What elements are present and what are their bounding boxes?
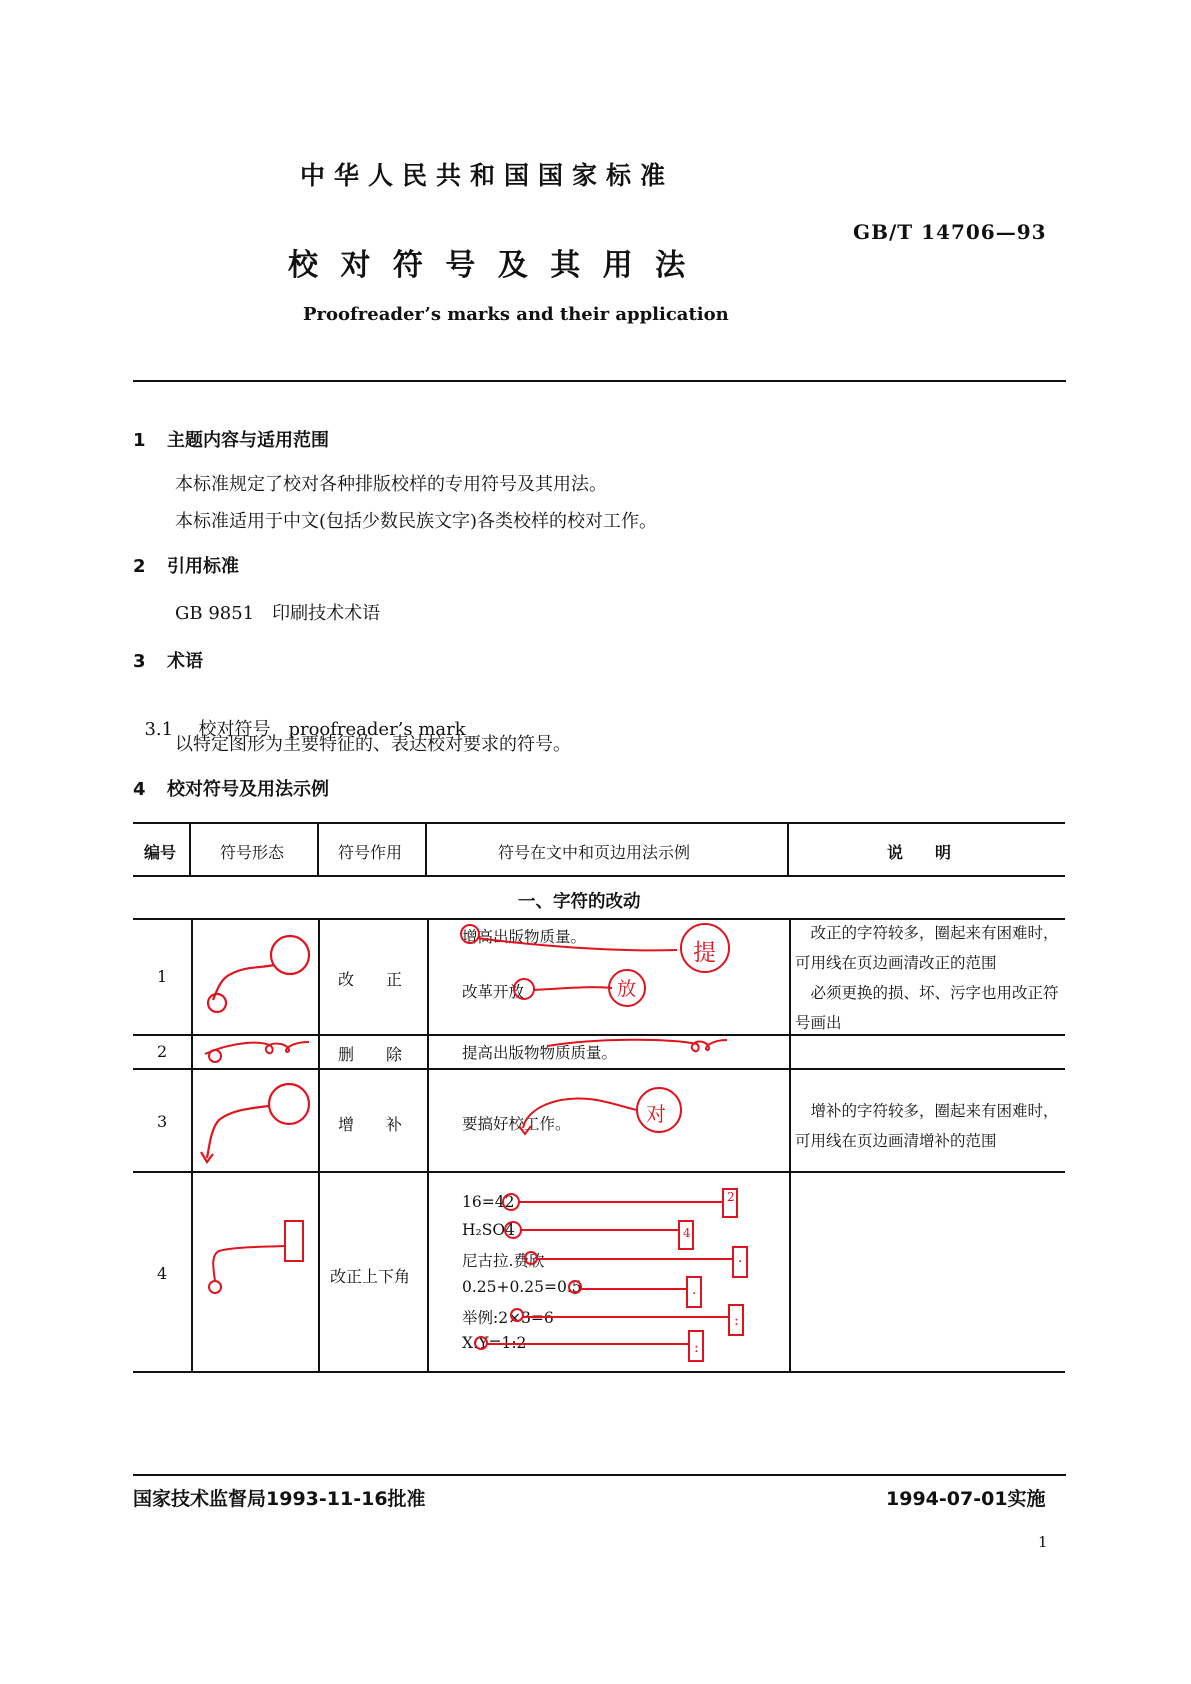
header-bottom-rule <box>133 875 1065 877</box>
english-title: Proofreader’s marks and their application <box>303 304 729 325</box>
row-3-number: 3 <box>157 1112 168 1131</box>
row-3-example: 要搞好校工作。 <box>462 1115 571 1133</box>
section-1-heading <box>133 426 329 452</box>
row-4-example-line: 尼古拉.费欣 <box>462 1252 545 1270</box>
page-number: 1 <box>1038 1533 1048 1551</box>
row-1-example-1: 增高出版物质量。 <box>462 928 587 946</box>
row-4-example-line: 举例:2×3=6 <box>462 1309 554 1327</box>
insert-mark-icon <box>191 1068 319 1171</box>
header-divider <box>787 823 789 876</box>
row-1-example-2: 改革开放 <box>462 983 525 1001</box>
row-4-margin-mark: : <box>734 1313 739 1329</box>
section-number: 3 <box>133 651 146 672</box>
row-4-proof-lines <box>427 1171 789 1371</box>
correct-mark-icon <box>191 918 319 1034</box>
row-1-number: 1 <box>157 967 168 986</box>
row-4-margin-mark: 2 <box>727 1190 735 1204</box>
approval-date: 国家技术监督局1993-11-16批准 <box>133 1488 426 1510</box>
document-title: 校 对 符 号 及 其 用 法 <box>288 248 692 283</box>
row-3-note: 增补的字符较多，圈起来有困难时，可用线在页边画清增补的范围 <box>795 1102 1059 1150</box>
col-header-note: 说 明 <box>887 843 952 862</box>
row-4-example-line: H₂SO4 <box>462 1221 515 1239</box>
section-4-heading <box>133 775 329 801</box>
section-2-heading <box>133 552 239 578</box>
row-4-number: 4 <box>157 1264 168 1283</box>
col-header-shape: 符号形态 <box>220 843 285 862</box>
row-1-margin-correction-1: 提 <box>693 940 716 966</box>
row-2-number: 2 <box>157 1042 168 1061</box>
footer-rule <box>133 1474 1066 1476</box>
header-rule <box>133 380 1066 382</box>
section-3-1-definition: 以特定图形为主要特征的、表达校对要求的符号。 <box>175 734 571 755</box>
national-standard-title: 中华人民共和国国家标准 <box>300 161 675 190</box>
col-header-example: 符号在文中和页边用法示例 <box>498 843 691 862</box>
superscript-subscript-mark-icon <box>191 1171 319 1371</box>
section-title: 引用标准 <box>167 556 239 577</box>
row-4-function: 改正上下角 <box>330 1267 411 1286</box>
section-1-paragraph-2: 本标准适用于中文(包括少数民族文字)各类校样的校对工作。 <box>175 511 658 532</box>
group-title: 一、字符的改动 <box>518 892 641 912</box>
header-divider <box>189 823 191 876</box>
section-1-paragraph-1: 本标准规定了校对各种排版校样的专用符号及其用法。 <box>175 474 607 495</box>
implementation-date: 1994-07-01实施 <box>886 1488 1046 1510</box>
row-1-note-1: 改正的字符较多，圈起来有困难时，可用线在页边画清改正的范围 <box>795 924 1059 972</box>
table-bottom-rule <box>133 1371 1065 1373</box>
reference-standard: GB 9851 印刷技术术语 <box>175 603 381 624</box>
row-1-function: 改 正 <box>338 970 403 989</box>
section-number: 2 <box>133 556 146 577</box>
body-divider <box>789 918 791 1372</box>
term: 校对符号 proofreader’s mark <box>198 719 466 740</box>
row-4-margin-mark: · <box>692 1286 697 1302</box>
row-2-delete-strokes <box>427 1034 789 1068</box>
section-number: 1 <box>133 430 146 451</box>
subsection-number: 3.1 <box>144 719 174 740</box>
section-title: 校对符号及用法示例 <box>167 779 329 800</box>
row-1-note-2: 必须更换的损、坏、污字也用改正符号画出 <box>795 984 1059 1032</box>
col-header-number: 编号 <box>144 843 177 862</box>
row-3-function: 增 补 <box>338 1115 403 1134</box>
row-2-example: 提高出版物物质质量。 <box>462 1044 618 1062</box>
delete-mark-icon <box>191 1034 319 1068</box>
section-number: 4 <box>133 779 146 800</box>
table-top-rule <box>133 822 1065 824</box>
row-1-margin-correction-2: 放 <box>617 978 637 1000</box>
row-4-example-line: 0.25+0.25=0.5 <box>462 1278 582 1296</box>
header-divider <box>317 823 319 876</box>
row-2-function: 删 除 <box>338 1045 403 1064</box>
row-3-insert-strokes <box>427 1068 789 1171</box>
section-title: 术语 <box>167 651 203 672</box>
row-4-margin-mark: · <box>738 1254 743 1270</box>
header-divider <box>425 823 427 876</box>
row-4-margin-mark: : <box>694 1340 699 1356</box>
row-4-example-line: X:Y=1:2 <box>462 1334 527 1352</box>
row-3-margin-insert: 对 <box>646 1102 666 1126</box>
row-4-margin-mark: 4 <box>683 1226 691 1240</box>
col-header-function: 符号作用 <box>338 843 403 862</box>
section-title: 主题内容与适用范围 <box>167 430 329 451</box>
standard-number: GB/T 14706—93 <box>853 220 1047 244</box>
section-3-heading <box>133 647 203 673</box>
row-4-example-line: 16=42 <box>462 1193 515 1211</box>
row-1-proof-lines <box>427 918 789 1034</box>
